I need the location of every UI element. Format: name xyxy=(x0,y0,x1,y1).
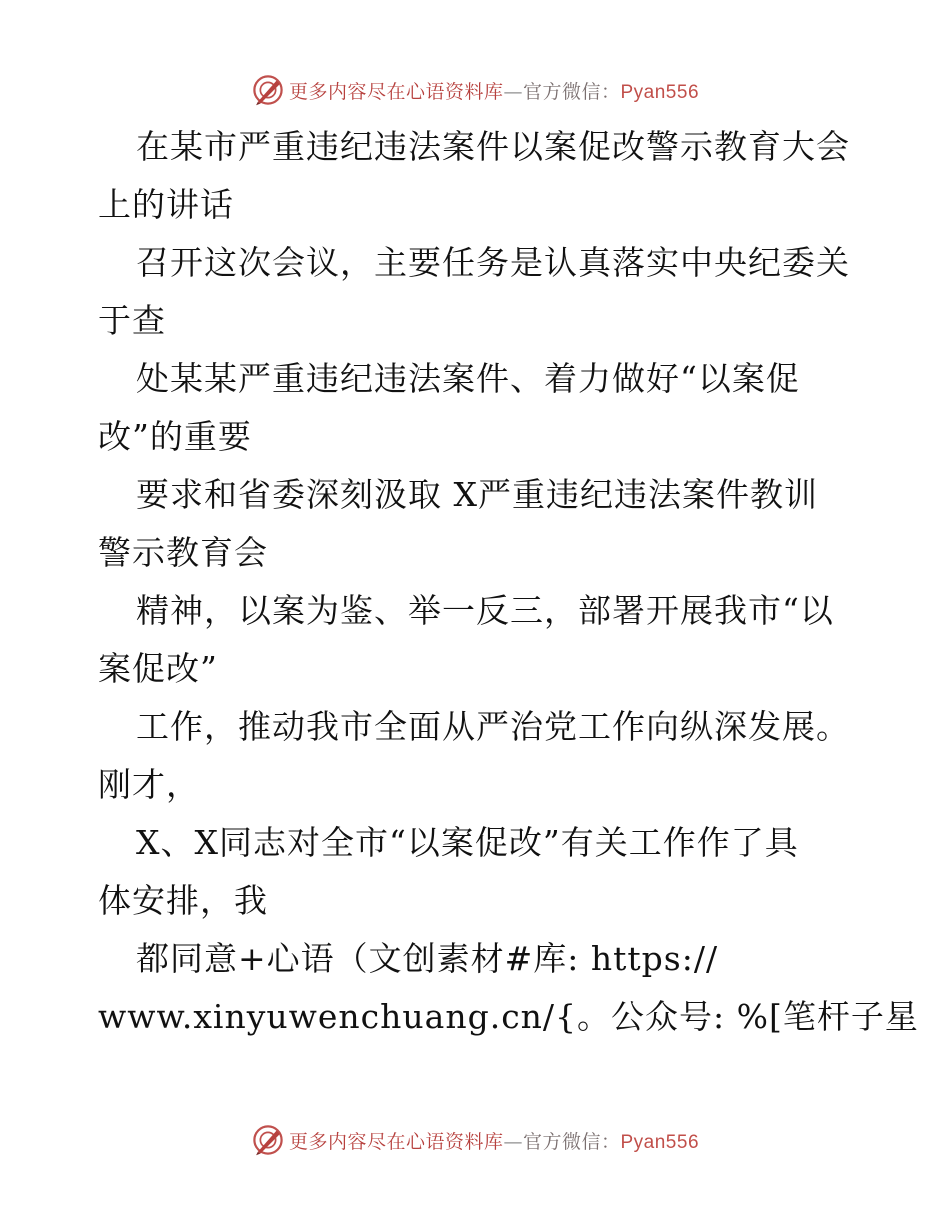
body-line: 在某市严重违纪违法案件以案促改警示教育大会 xyxy=(136,127,850,166)
body-line: 案促改” xyxy=(98,649,218,688)
footer-banner-text xyxy=(289,1127,699,1154)
body-line: 体安排，我 xyxy=(98,881,268,920)
banner-slogan: 更多内容尽在心语资料库 xyxy=(288,1130,504,1153)
banner-separator: — xyxy=(503,80,523,103)
body-line: www.xinyuwenchuang.cn/{。公众号: %[笔杆子星 xyxy=(98,997,919,1036)
banner-separator: — xyxy=(503,1130,523,1153)
body-line: 精神，以案为鉴、举一反三，部署开展我市“以 xyxy=(136,591,834,630)
body-line: 于查 xyxy=(98,301,166,340)
banner-wechat-label: 官方微信： xyxy=(522,1130,621,1153)
banner-wechat-id: Pyan556 xyxy=(620,1131,700,1153)
body-line: 上的讲话 xyxy=(98,185,234,224)
body-line: 召开这次会议，主要任务是认真落实中央纪委关 xyxy=(136,243,850,282)
banner-slogan: 更多内容尽在心语资料库 xyxy=(288,80,504,103)
header-banner-text xyxy=(289,77,699,104)
banner-wechat-label: 官方微信： xyxy=(522,80,621,103)
body-line: 要求和省委深刻汲取 X严重违纪违法案件教训 xyxy=(136,475,818,514)
body-line: 都同意+心语（文创素材#库: https:// xyxy=(136,939,719,978)
footer-banner xyxy=(0,1120,950,1160)
body-line: 刚才， xyxy=(98,765,200,804)
pen-logo-icon xyxy=(251,1123,285,1157)
body-line: 工作，推动我市全面从严治党工作向纵深发展。 xyxy=(136,707,850,746)
banner-wechat-id: Pyan556 xyxy=(620,81,700,103)
pen-logo-icon xyxy=(251,73,285,107)
document-body xyxy=(98,118,919,1046)
body-line: X、X同志对全市“以案促改”有关工作作了具 xyxy=(136,823,799,862)
body-line: 警示教育会 xyxy=(98,533,268,572)
body-line: 处某某严重违纪违法案件、着力做好“以案促 xyxy=(136,359,800,398)
body-line: 改”的重要 xyxy=(98,417,252,456)
header-banner xyxy=(0,70,950,110)
